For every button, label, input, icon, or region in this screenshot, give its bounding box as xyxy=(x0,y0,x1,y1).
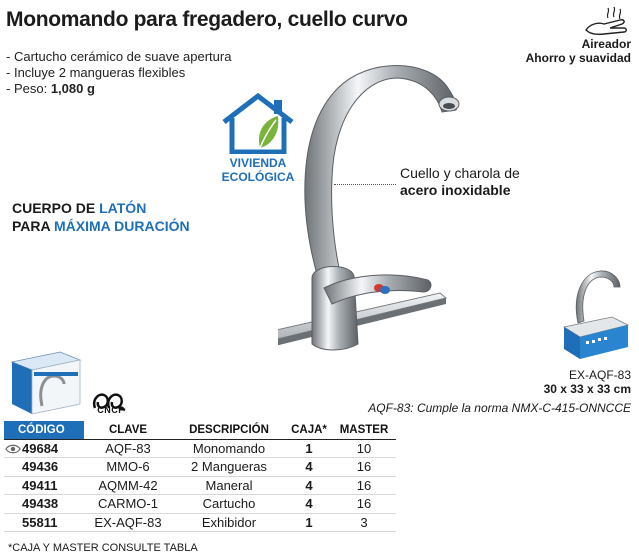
table-header-row xyxy=(4,421,396,439)
row-desc: Maneral xyxy=(172,476,286,495)
feature-item: - Cartucho cerámico de suave apertura xyxy=(6,49,232,64)
row-desc: 2 Mangueras xyxy=(172,458,286,477)
row-clave: CARMO-1 xyxy=(84,495,172,514)
feature-weight: - Peso: 1,080 g xyxy=(6,81,95,96)
footnote: *CAJA Y MASTER CONSULTE TABLA xyxy=(8,542,198,554)
row-caja: 1 xyxy=(286,513,332,532)
row-master: 16 xyxy=(332,476,396,495)
neck-leader-line xyxy=(334,184,396,185)
header-caja: CAJA* xyxy=(291,423,327,436)
table-row xyxy=(4,458,396,477)
page-title: Monomando para fregadero, cuello curvo xyxy=(6,8,408,31)
eye-icon[interactable] xyxy=(5,444,21,454)
row-caja: 4 xyxy=(286,476,332,495)
display-size: 30 x 33 x 33 cm xyxy=(543,382,631,396)
row-clave: MMO-6 xyxy=(84,458,172,477)
hand-water-icon xyxy=(580,4,632,40)
row-master: 3 xyxy=(332,513,396,532)
row-code: 49436 xyxy=(4,458,84,477)
display-code: EX-AQF-83 xyxy=(568,368,631,382)
row-caja: 4 xyxy=(286,458,332,477)
row-master: 16 xyxy=(332,458,396,477)
header-master: MASTER xyxy=(339,423,389,436)
row-code: 55811 xyxy=(4,513,84,532)
display-stand-image xyxy=(556,265,632,365)
cncp-label: CNCP xyxy=(97,405,125,415)
row-master: 10 xyxy=(332,439,396,458)
row-code: 49684 xyxy=(4,439,84,458)
body-material-note: CUERPO DE LATÓN PARA MÁXIMA DURACIÓN xyxy=(12,200,190,234)
product-table xyxy=(4,421,396,532)
aerator-title: Aireador xyxy=(581,37,631,51)
feature-list xyxy=(6,49,231,97)
table-row xyxy=(4,513,396,532)
row-clave: AQMM-42 xyxy=(84,476,172,495)
row-caja: 4 xyxy=(286,495,332,514)
header-codigo: CÓDIGO xyxy=(4,421,84,439)
row-code: 49438 xyxy=(4,495,84,514)
norma-note: AQF-83: Cumple la norma NMX-C-415-ONNCCE xyxy=(368,401,631,415)
feature-item: - Incluye 2 mangueras flexibles xyxy=(6,65,186,80)
row-master: 16 xyxy=(332,495,396,514)
row-code: 49411 xyxy=(4,476,84,495)
product-box-image xyxy=(8,348,84,416)
neck-material-note: Cuello y charola de acero inoxidable xyxy=(400,165,520,198)
table-row xyxy=(4,476,396,495)
aerator-note xyxy=(526,37,631,65)
header-clave: CLAVE xyxy=(108,423,148,436)
row-desc: Exhibidor xyxy=(172,513,286,532)
row-caja: 1 xyxy=(286,439,332,458)
row-desc: Monomando xyxy=(172,439,286,458)
eco-badge-label: VIVIENDA ECOLÓGICA xyxy=(221,156,295,184)
aerator-subtitle: Ahorro y suavidad xyxy=(525,51,631,65)
table-row xyxy=(4,439,396,458)
faucet-image xyxy=(278,48,478,393)
row-clave: EX-AQF-83 xyxy=(84,513,172,532)
header-descripcion: DESCRIPCIÓN xyxy=(189,423,269,436)
row-desc: Cartucho xyxy=(172,495,286,514)
row-clave: AQF-83 xyxy=(84,439,172,458)
table-row xyxy=(4,495,396,514)
